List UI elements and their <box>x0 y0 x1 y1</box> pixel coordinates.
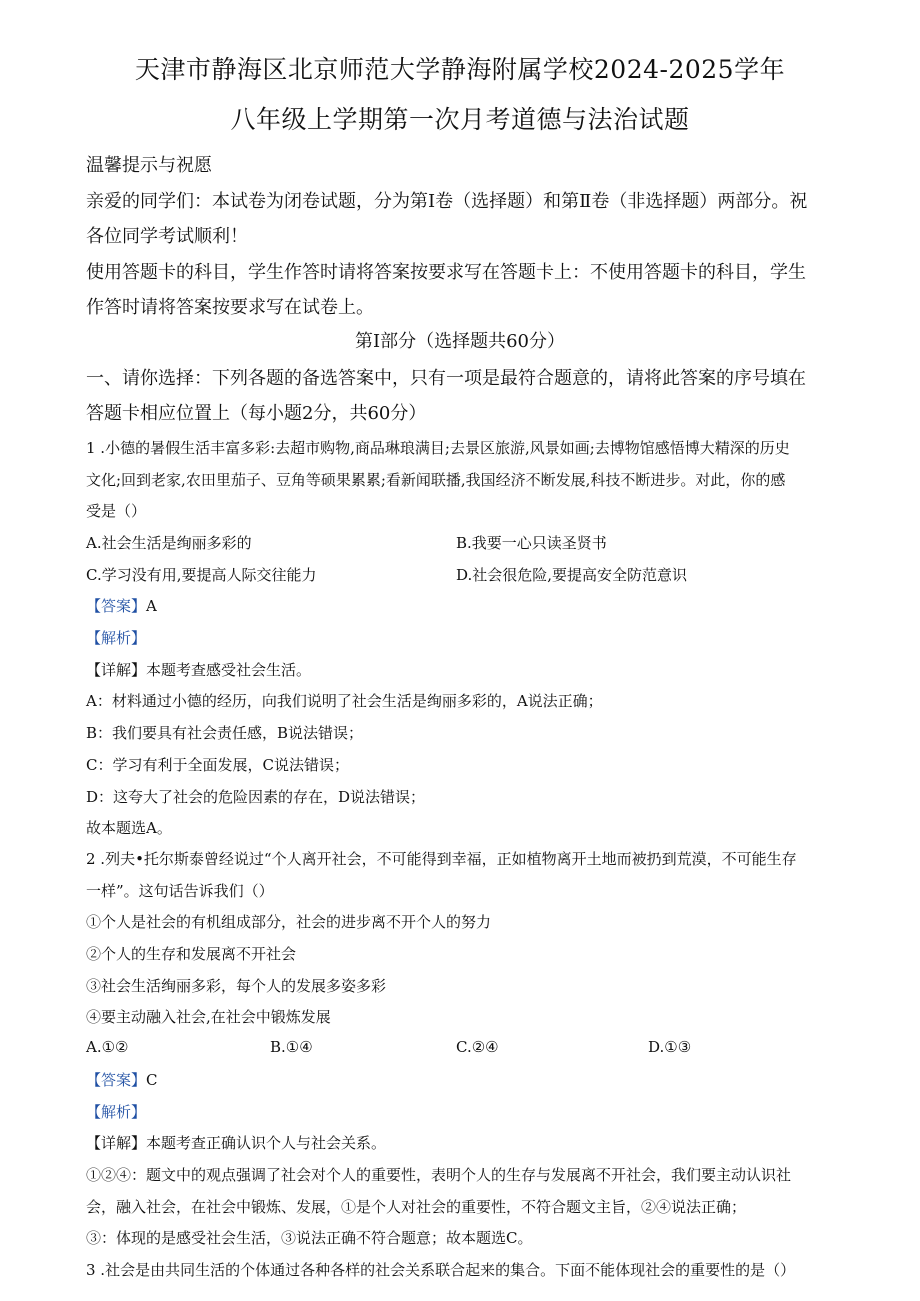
q1-answer-value: A <box>146 597 157 615</box>
q2-statement-3: ③社会生活绚丽多彩，每个人的发展多姿多彩 <box>86 977 387 995</box>
q2-answer-tag: 【答案】 <box>86 1071 147 1089</box>
q1-detail-tag: 【详解】 <box>86 661 147 679</box>
q2-option-a: A.①② <box>86 1038 129 1056</box>
section-one-instruction-line2: 答题卡相应位置上（每小题2分，共60分） <box>86 403 427 424</box>
q2-option-d: D.①③ <box>648 1038 692 1056</box>
q2-detail <box>86 1132 834 1153</box>
q1-stem-line1: 1 .小德的暑假生活丰富多彩:去超市购物,商品琳琅满目;去景区旅游,风景如画;去博物馆感悟博大精深的历史 <box>86 439 790 457</box>
q2-answer <box>86 1069 834 1090</box>
q3-stem-line1: 3 .社会是由共同生活的个体通过各种各样的社会关系联合起来的集合。下面不能体现社会的重要性的是（） <box>86 1261 796 1279</box>
q1-detail-text: 本题考查感受社会生活。 <box>146 661 312 679</box>
q1-answer-tag: 【答案】 <box>86 597 147 615</box>
q2-explanation-line2: 会，融入社会，在社会中锻炼、发展，①是个人对社会的重要性，不符合题文主旨，②④说法正确； <box>86 1198 747 1216</box>
q1-option-a: A.社会生活是绚丽多彩的 <box>86 534 252 552</box>
q2-explanation-line1: ①②④：题文中的观点强调了社会对个人的重要性，表明个人的生存与发展离不开社会，我们要主动认识社 <box>86 1166 792 1184</box>
intro-paragraph2-line2: 作答时请将答案按要求写在试卷上。 <box>86 297 374 318</box>
q2-explanation-line3: ③：体现的是感受社会生活，③说法正确不符合题意；故本题选C。 <box>86 1229 533 1247</box>
q2-analysis-tag: 【解析】 <box>86 1103 147 1121</box>
q2-answer-value: C <box>146 1071 158 1089</box>
q2-detail-tag: 【详解】 <box>86 1134 147 1152</box>
intro-heading: 温馨提示与祝愿 <box>86 155 212 176</box>
part1-heading: 第Ⅰ部分（选择题共60分） <box>354 331 565 352</box>
q1-option-d: D.社会很危险,要提高安全防范意识 <box>456 566 688 584</box>
intro-paragraph1-line2: 各位同学考试顺利！ <box>86 226 248 247</box>
q2-statement-2: ②个人的生存和发展离不开社会 <box>86 945 297 963</box>
q1-explanation-a: A：材料通过小德的经历，向我们说明了社会生活是绚丽多彩的，A说法正确； <box>86 692 603 710</box>
q1-explanation-c: C：学习有利于全面发展，C说法错误； <box>86 756 349 774</box>
document-title-line1: 天津市静海区北京师范大学静海附属学校2024-2025学年 <box>134 55 786 84</box>
intro-paragraph1-line1: 亲爱的同学们：本试卷为闭卷试题，分为第Ⅰ卷（选择题）和第Ⅱ卷（非选择题）两部分。祝 <box>86 191 808 212</box>
intro-paragraph2-line1: 使用答题卡的科目，学生作答时请将答案按要求写在答题卡上：不使用答题卡的科目，学生 <box>86 262 806 283</box>
q1-explanation-b: B：我们要具有社会责任感，B说法错误； <box>86 724 364 742</box>
q1-option-c: C.学习没有用,要提高人际交往能力 <box>86 566 317 584</box>
q1-explanation-d: D：这夸大了社会的危险因素的存在，D说法错误； <box>86 788 426 806</box>
q2-option-b: B.①④ <box>270 1038 313 1056</box>
q1-analysis-tag: 【解析】 <box>86 629 147 647</box>
q2-stem-line2: 一样”。这句话告诉我们（） <box>86 882 274 900</box>
q2-stem-line1: 2 .列夫•托尔斯泰曾经说过“个人离开社会，不可能得到幸福，正如植物离开土地而被扔到荒漠，不可能生存 <box>86 850 797 868</box>
q1-conclusion: 故本题选A。 <box>86 819 172 837</box>
q1-detail <box>86 659 834 680</box>
q1-option-b: B.我要一心只读圣贤书 <box>456 534 607 552</box>
q2-statement-1: ①个人是社会的有机组成部分，社会的进步离不开个人的努力 <box>86 913 492 931</box>
q1-stem-line3: 受是（） <box>86 502 147 520</box>
q2-option-c: C.②④ <box>456 1038 499 1056</box>
section-one-instruction-line1: 一、请你选择：下列各题的备选答案中，只有一项是最符合题意的，请将此答案的序号填在 <box>86 368 806 389</box>
q2-detail-text: 本题考查正确认识个人与社会关系。 <box>146 1134 387 1152</box>
q1-stem-line2: 文化;回到老家,农田里茄子、豆角等硕果累累;看新闻联播,我国经济不断发展,科技不断进步。对此，你的感 <box>86 471 786 489</box>
q2-statement-4: ④要主动融入社会,在社会中锻炼发展 <box>86 1008 331 1026</box>
q1-answer <box>86 595 834 616</box>
document-title-line2: 八年级上学期第一次月考道德与法治试题 <box>230 105 690 134</box>
